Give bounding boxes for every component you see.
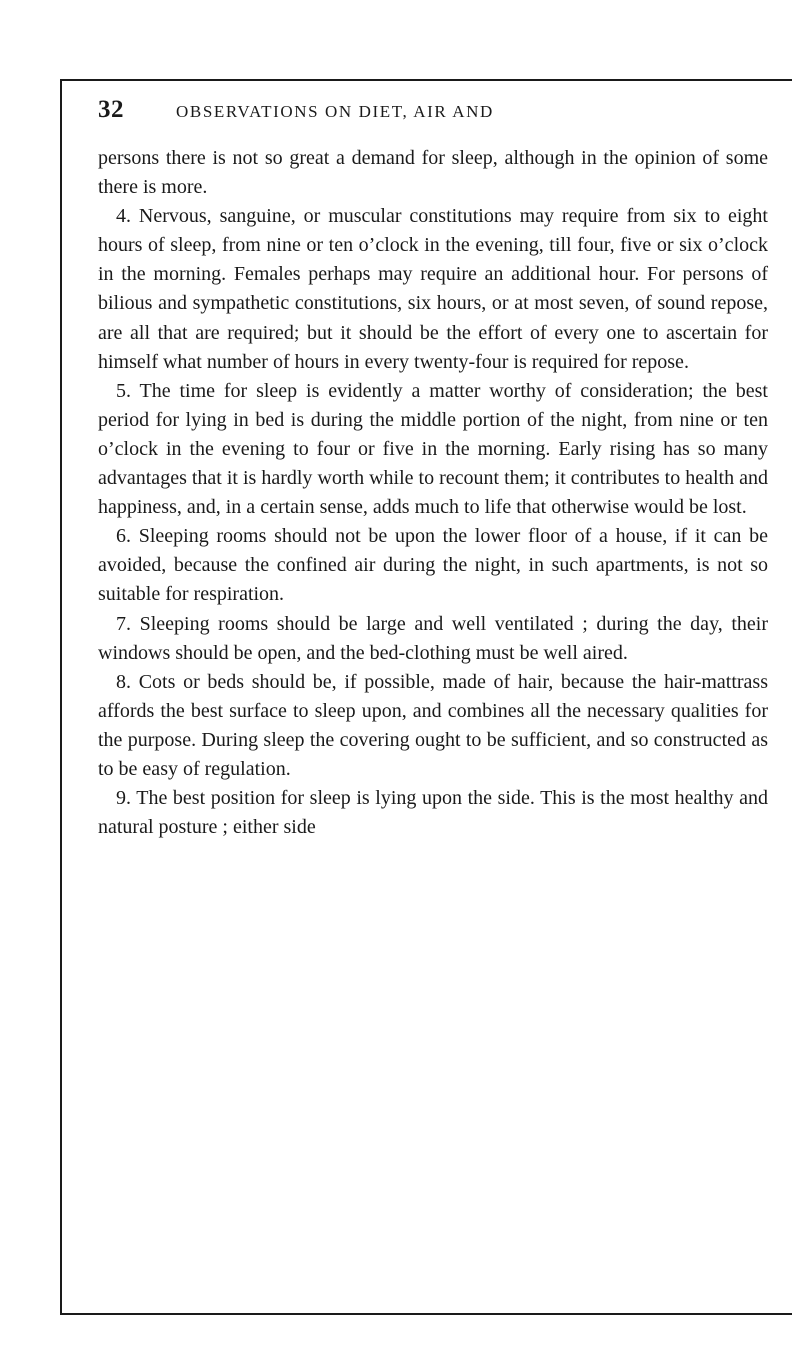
page-number: 32: [98, 96, 124, 123]
paragraph: 9. The best position for sleep is lying upon the side. This is the most healthy and natural posture ; either side: [98, 787, 768, 839]
paragraph: 8. Cots or beds should be, if possible, made of hair, because the hair-mattrass affords the best surface to sleep upon, and combines all the necessary qualities for the purpose. During sleep the covering ought to be sufficient, and so constructed as to be easy of regulation.: [98, 670, 768, 780]
paragraph: persons there is not so great a demand for sleep, although in the opinion of some there is more.: [98, 147, 768, 199]
paragraph: 7. Sleeping rooms should be large and well ventilated ; during the day, their windows should be open, and the bed-clothing must be well aired.: [98, 612, 768, 664]
paragraph: 5. The time for sleep is evidently a matter worthy of consideration; the best period for lying in bed is during the middle portion of the night, from nine or ten o’clock in the evening to four or five in the morning. Early rising has so many advantages that it is hardly worth while to recount them; it contributes to health and happiness, and, in a certain sense, adds much to life that otherwise would be lost.: [98, 379, 768, 519]
paragraph: 6. Sleeping rooms should not be upon the lower floor of a house, if it can be avoided, because the confined air during the night, in such apartments, is not so suitable for respiration.: [98, 525, 768, 606]
paragraph: 4. Nervous, sanguine, or muscular constitutions may require from six to eight hours of sleep, from nine or ten o’clock in the evening, till four, five or six o’clock in the morning. Females perhaps may require an additional hour. For persons of bilious and sympathetic constitutions, six hours, or at most seven, of sound repose, are all that are required; but it should be the effort of every one to ascertain for himself what number of hours in every twenty-four is required for repose.: [98, 205, 768, 373]
page-header: [98, 96, 768, 136]
body-text: [98, 144, 768, 842]
running-title: OBSERVATIONS ON DIET, AIR AND: [176, 102, 494, 121]
